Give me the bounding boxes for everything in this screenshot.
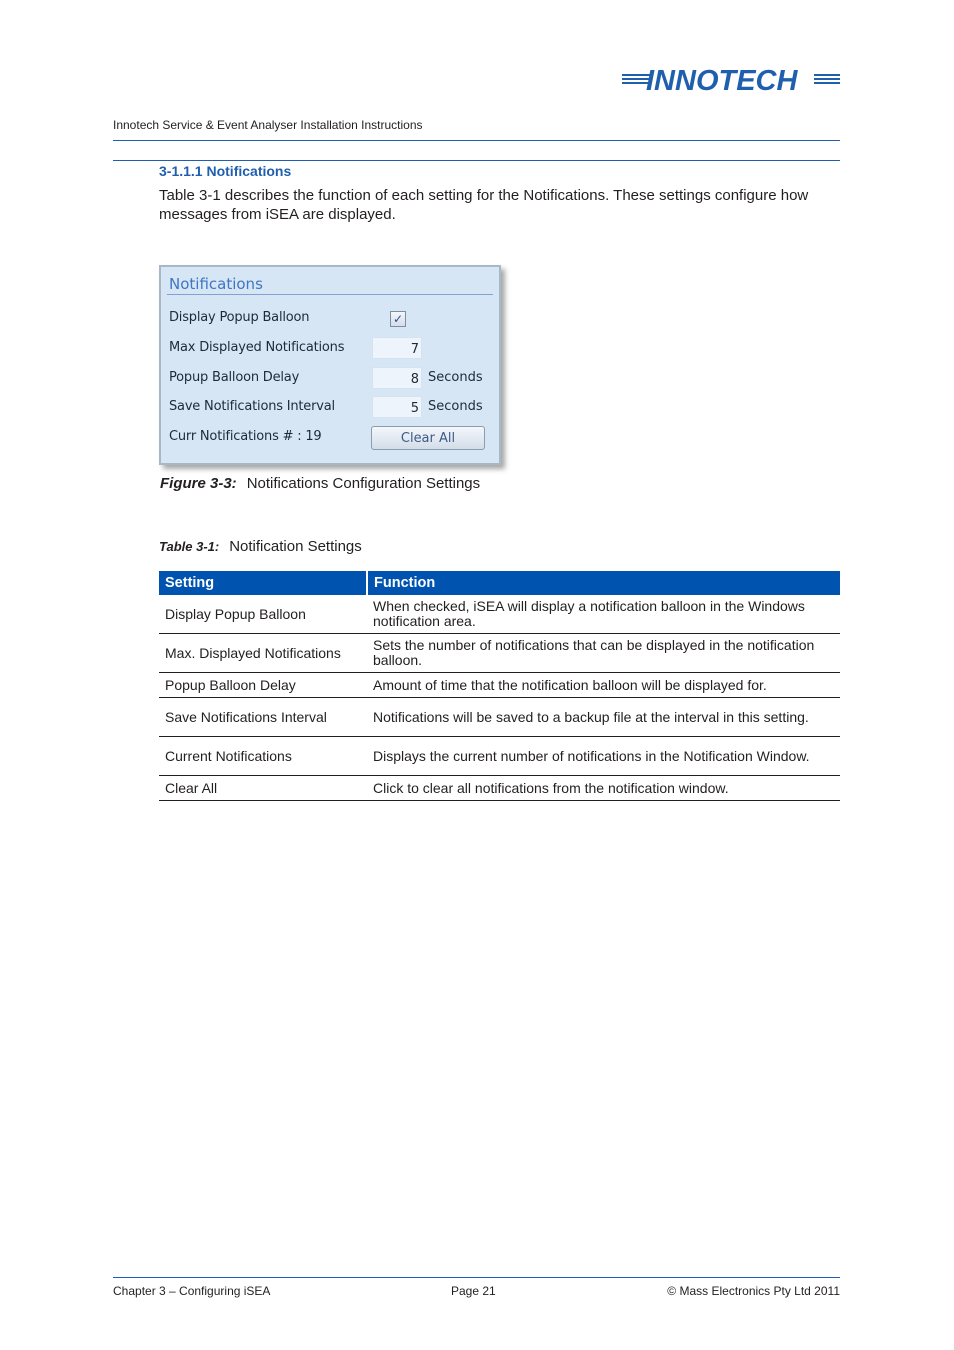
figure-caption-text: Notifications Configuration Settings	[246, 475, 481, 492]
section-intro: Table 3-1 describes the function of each setting for the Notifications. These settings configure how messages from iSEA are displayed.	[159, 187, 809, 223]
current-notifications-label: Curr Notifications # : 19	[169, 429, 322, 444]
max-displayed-label: Max Displayed Notifications	[169, 340, 345, 355]
table-row	[159, 737, 840, 776]
setting-cell: Display Popup Balloon	[159, 595, 367, 634]
svg-text:INNOTECH: INNOTECH	[646, 65, 798, 97]
notifications-panel	[159, 265, 501, 465]
max-displayed-input[interactable]: 7	[372, 337, 422, 359]
header-rule	[113, 140, 840, 141]
setting-cell: Clear All	[159, 776, 367, 801]
popup-delay-label: Popup Balloon Delay	[169, 370, 300, 385]
setting-cell: Popup Balloon Delay	[159, 673, 367, 698]
footer-rule	[113, 1277, 840, 1278]
checkmark-icon: ✓	[392, 312, 404, 326]
table-row	[159, 698, 840, 737]
table-row	[159, 634, 840, 673]
popup-delay-unit: Seconds	[428, 370, 483, 385]
function-cell: When checked, iSEA will display a notification balloon in the Windows notification area.	[367, 595, 840, 634]
document-title: Innotech Service & Event Analyser Installation Instructions	[113, 118, 423, 132]
innotech-logo	[620, 62, 842, 98]
table-row	[159, 776, 840, 801]
setting-cell: Current Notifications	[159, 737, 367, 776]
notification-settings-table	[159, 571, 840, 801]
table-header-row	[159, 571, 840, 595]
function-cell: Click to clear all notifications from the notification window.	[367, 776, 840, 801]
panel-title: Notifications	[169, 275, 263, 293]
footer-chapter: Chapter 3 – Configuring iSEA	[113, 1284, 271, 1298]
table-number: Table 3-1:	[159, 539, 220, 554]
setting-cell: Max. Displayed Notifications	[159, 634, 367, 673]
save-interval-unit: Seconds	[428, 399, 483, 414]
function-cell: Notifications will be saved to a backup file at the interval in this setting.	[367, 698, 840, 737]
popup-delay-input[interactable]: 8	[372, 367, 422, 389]
table-row	[159, 673, 840, 698]
section-rule	[113, 160, 840, 161]
section-heading: 3-1.1.1 Notifications	[159, 163, 292, 179]
header-setting: Setting	[159, 571, 367, 595]
footer-copyright: © Mass Electronics Pty Ltd 2011	[667, 1284, 840, 1298]
function-cell: Amount of time that the notification balloon will be displayed for.	[367, 673, 840, 698]
table-caption	[159, 538, 362, 555]
table-caption-text: Notification Settings	[229, 538, 362, 555]
header-function: Function	[367, 571, 840, 595]
display-popup-label: Display Popup Balloon	[169, 310, 310, 325]
clear-all-button[interactable]: Clear All	[371, 426, 485, 450]
function-cell: Displays the current number of notifications in the Notification Window.	[367, 737, 840, 776]
setting-cell: Save Notifications Interval	[159, 698, 367, 737]
function-cell: Sets the number of notifications that can be displayed in the notification balloon.	[367, 634, 840, 673]
display-popup-checkbox[interactable]	[390, 311, 406, 327]
table-row	[159, 595, 840, 634]
save-interval-input[interactable]: 5	[372, 396, 422, 418]
panel-divider	[167, 294, 493, 295]
figure-caption	[160, 475, 480, 492]
figure-number: Figure 3-3:	[160, 475, 237, 492]
save-interval-label: Save Notifications Interval	[169, 399, 335, 414]
footer-page-number: Page 21	[451, 1284, 496, 1298]
